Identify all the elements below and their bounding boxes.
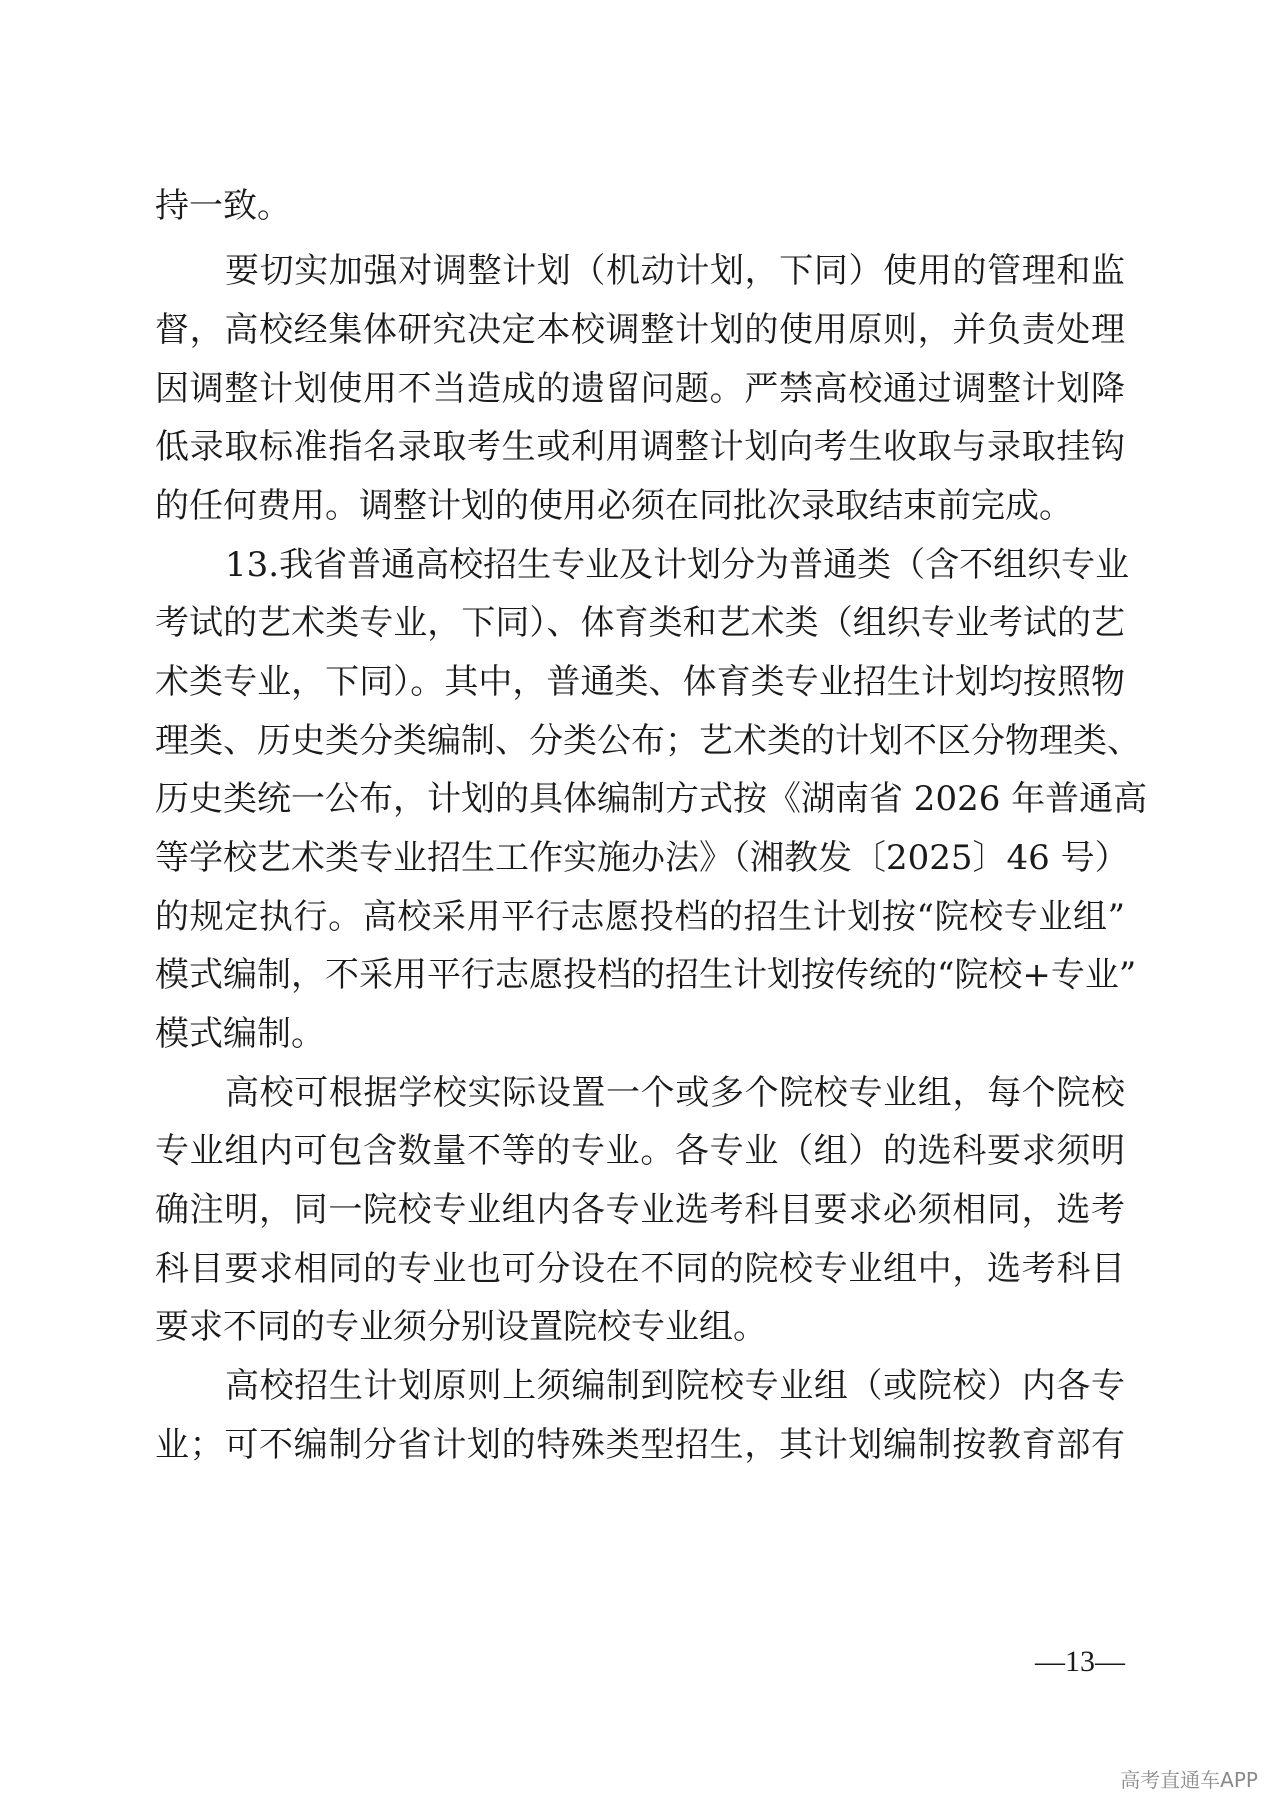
text-line: 理类、历史类分类编制、分类公布；艺术类的计划不区分物理类、 [155,721,1141,761]
text-line: 的任何费用。调整计划的使用必须在同批次录取结束前完成。 [155,486,1073,526]
paragraph-first-line: 高校可根据学校实际设置一个或多个院校专业组，每个院校 [225,1073,1125,1113]
watermark-text: 高考直通车APP [1120,1768,1258,1792]
paragraph-first-line: 高校招生计划原则上须编制到院校专业组（或院校）内各专 [225,1366,1125,1406]
paragraph-first-line: 要切实加强对调整计划（机动计划，下同）使用的管理和监 [225,251,1125,291]
text-line: 科目要求相同的专业也可分设在不同的院校专业组中，选考科目 [155,1249,1125,1289]
text-line: 低录取标准指名录取考生或利用调整计划向考生收取与录取挂钩 [155,427,1125,467]
text-line: 模式编制。 [155,1014,325,1054]
text-line: 因调整计划使用不当造成的遗留问题。严禁高校通过调整计划降 [155,369,1125,409]
text-line: 业；可不编制分省计划的特殊类型招生，其计划编制按教育部有 [155,1425,1125,1465]
text-line: 术类专业，下同）。其中，普通类、体育类专业招生计划均按照物 [155,662,1125,702]
text-line: 确注明，同一院校专业组内各专业选考科目要求必须相同，选考 [155,1190,1125,1230]
text-line: 等学校艺术类专业招生工作实施办法》（湘教发〔2025〕46 号） [155,838,1129,878]
paragraph-first-line: 13.我省普通高校招生专业及计划分为普通类（含不组织专业 [225,545,1130,585]
text-line: 历史类统一公布，计划的具体编制方式按《湖南省 2026 年普通高 [155,779,1148,819]
page-number: —13— [1035,1645,1125,1678]
text-line: 的规定执行。高校采用平行志愿投档的招生计划按“院校专业组” [155,897,1125,937]
text-line: 考试的艺术类专业，下同）、体育类和艺术类（组织专业考试的艺 [155,603,1125,643]
text-line: 模式编制，不采用平行志愿投档的招生计划按传统的“院校+专业” [155,955,1137,995]
text-line: 督，高校经集体研究决定本校调整计划的使用原则，并负责处理 [155,310,1125,350]
text-line: 持一致。 [155,186,291,226]
text-line: 要求不同的专业须分别设置院校专业组。 [155,1307,767,1347]
text-line: 专业组内可包含数量不等的专业。各专业（组）的选科要求须明 [155,1131,1125,1171]
